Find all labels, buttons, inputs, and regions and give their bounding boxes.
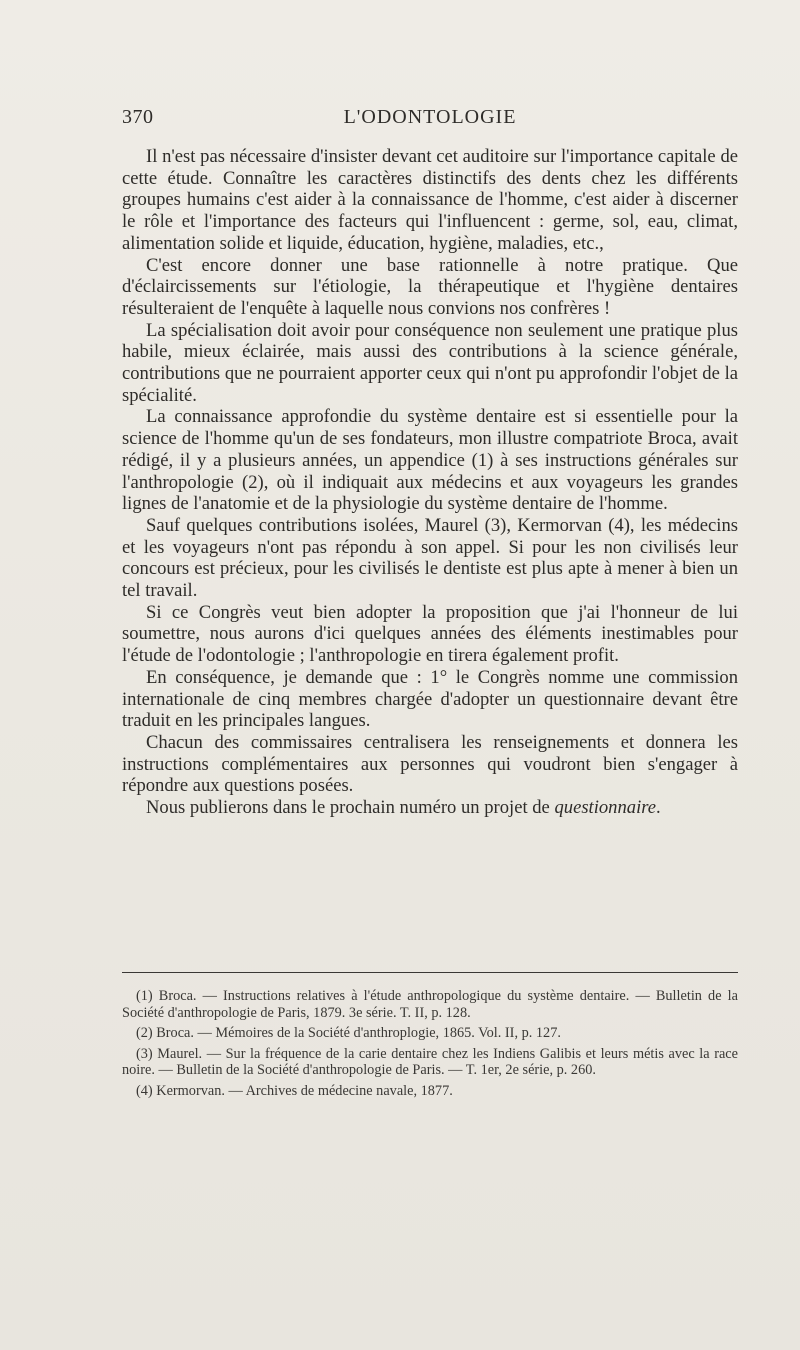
footnote: (3) Maurel. — Sur la fréquence de la carie dentaire chez les Indiens Galibis et leurs métis avec la race noire. — Bulletin de la Société d'anthropologie de Paris. — T. 1er, 2e série, p. 260. xyxy=(122,1045,738,1078)
paragraph: Il n'est pas nécessaire d'insister devant cet auditoire sur l'importance capitale de cette étude. Connaître les caractères distinctifs des dents chez les différents groupes humains c'est aider à la connaissance de l'homme, c'est aider à discerner le rôle et l'importance des facteurs qui l'influencent : germe, sol, eau, climat, alimentation solide et liquide, éducation, hygiène, maladies, etc., xyxy=(122,146,738,254)
closing-end: . xyxy=(656,797,661,819)
body-text xyxy=(122,146,738,819)
footnote: (4) Kermorvan. — Archives de médecine navale, 1877. xyxy=(136,1082,453,1099)
footnote: (1) Broca. — Instructions relatives à l'étude anthropologique du système dentaire. — Bulletin de la Société d'anthropologie de Paris, 1879. 3e série. T. II, p. 128. xyxy=(122,988,738,1021)
paragraph: En conséquence, je demande que : 1° le Congrès nomme une commission internationale de cinq membres chargée d'adopter un questionnaire devant être traduit en les principales langues. xyxy=(122,666,738,732)
paragraph: Si ce Congrès veut bien adopter la proposition que j'ai l'honneur de lui soumettre, nous aurons d'ici quelques années des éléments inestimables pour l'étude de l'odontologie ; l'anthropologie en tirera également profit. xyxy=(122,601,738,667)
paragraph: C'est encore donner une base rationnelle à notre pratique. Que d'éclaircissements sur l'étiologie, la thérapeutique et l'hygiène dentaires résulteraient de l'enquête à laquelle nous convions nos confrères ! xyxy=(122,254,738,319)
paragraph: La connaissance approfondie du système dentaire est si essentielle pour la science de l'homme qu'un de ses fondateurs, mon illustre compatriote Broca, avait rédigé, il y a plusieurs années, un appendice (1) à ses instructions générales sur l'anthropologie (2), où il indiquait aux médecins et aux voyageurs les grandes lignes de l'anatomie et de la physiologie du système dentaire de l'homme. xyxy=(122,406,738,515)
closing-paragraph xyxy=(122,797,738,819)
closing-text: Nous publierons dans le prochain numéro un projet de xyxy=(146,797,555,819)
closing-italic: questionnaire xyxy=(554,797,657,819)
footnote-rule xyxy=(122,972,738,973)
page-number: 370 xyxy=(122,106,154,128)
footnote: (2) Broca. — Mémoires de la Société d'anthroplogie, 1865. Vol. II, p. 127. xyxy=(136,1025,561,1041)
footnotes xyxy=(122,988,738,1103)
running-title: L'ODONTOLOGIE xyxy=(343,106,517,128)
page-header xyxy=(122,106,738,136)
paragraph: Sauf quelques contributions isolées, Maurel (3), Kermorvan (4), les médecins et les voyageurs n'ont pas répondu à son appel. Si pour les non civilisés leur concours est précieux, pour les civilisés le dentiste est plus apte à mener à bien un tel travail. xyxy=(122,514,738,602)
paragraph: Chacun des commissaires centralisera les renseignements et donnera les instructions complémentaires aux personnes qui voudront bien s'engager à répondre aux questions posées. xyxy=(122,731,738,797)
paragraph: La spécialisation doit avoir pour conséquence non seulement une pratique plus habile, mieux éclairée, mais aussi des contributions à la science générale, contributions que ne pourraient apporter ceux qui n'ont pu approfondir l'objet de la spécialité. xyxy=(122,319,738,406)
